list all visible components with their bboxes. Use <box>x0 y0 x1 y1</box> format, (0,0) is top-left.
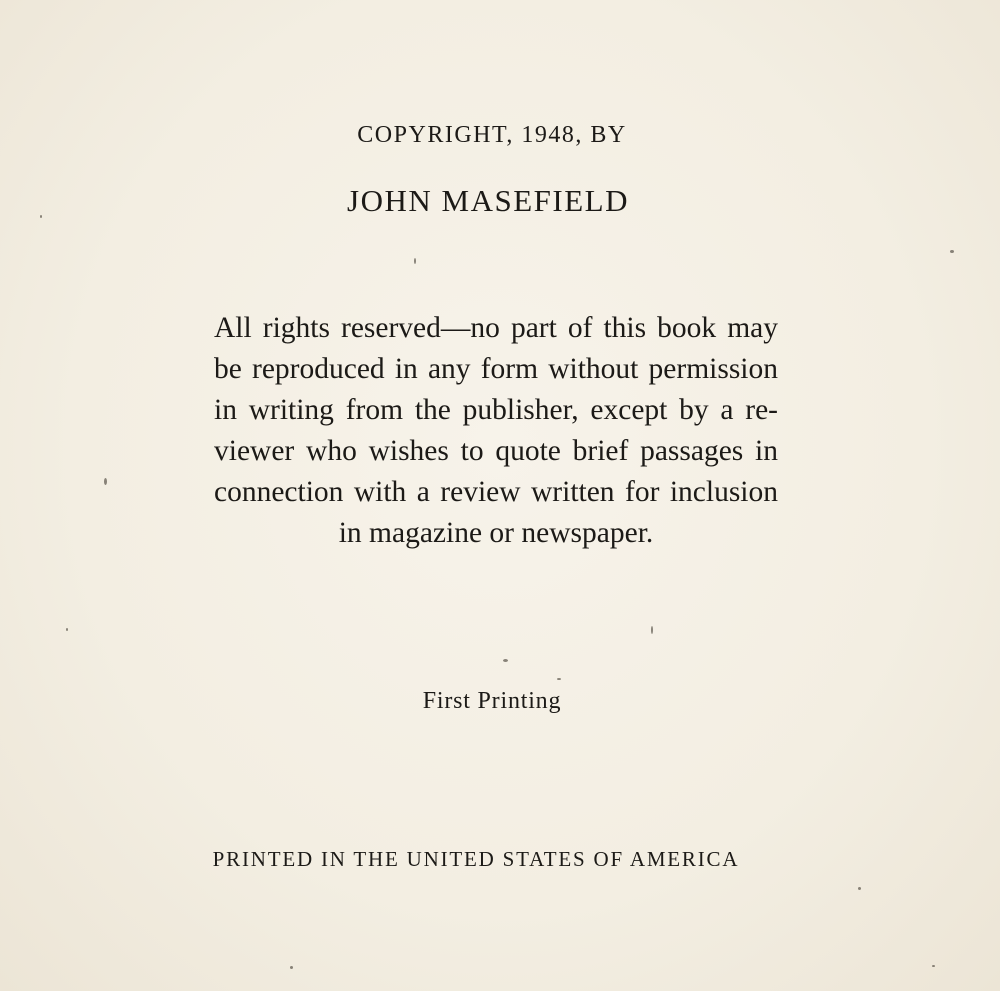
printed-in-notice: PRINTED IN THE UNITED STATES OF AMERICA <box>212 847 740 871</box>
printing-edition: First Printing <box>422 688 562 714</box>
paper-speck <box>414 258 416 264</box>
paper-speck <box>651 626 653 634</box>
author-name: JOHN MASEFIELD <box>347 183 629 218</box>
paper-speck <box>950 250 954 253</box>
paper-speck <box>503 659 508 662</box>
rights-notice: All rights reserved—no part of this book may be reproduced in any form without permission in writing from the publisher, except by a re-viewer who wishes to quote brief passages in connection with a review written for inclusion in magazine or newspaper. <box>214 312 778 549</box>
paper-speck <box>858 887 861 890</box>
paper-speck <box>557 678 561 680</box>
paper-speck <box>66 628 68 631</box>
paper-speck <box>104 478 107 485</box>
copyright-line: COPYRIGHT, 1948, BY <box>357 122 627 148</box>
paper-speck <box>932 965 935 967</box>
paper-speck <box>290 966 293 969</box>
